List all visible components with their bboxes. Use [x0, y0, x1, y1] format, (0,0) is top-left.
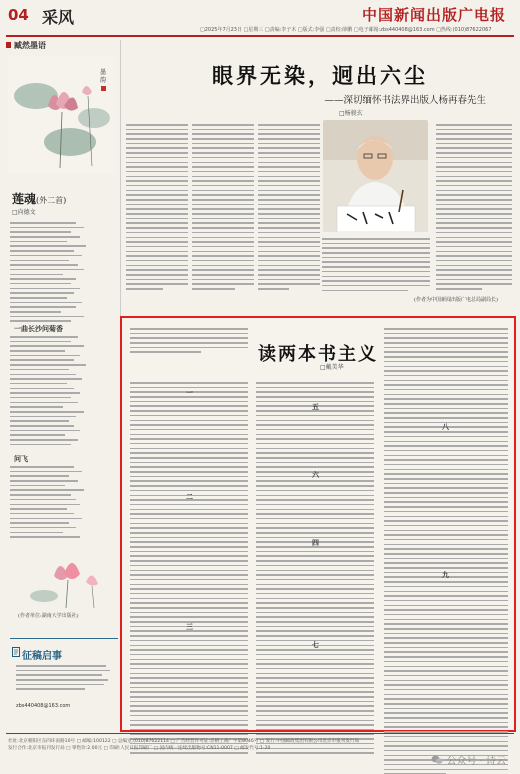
section-num-1: 一: [186, 388, 193, 397]
svg-text:韵: 韵: [100, 77, 107, 84]
footer-line-1: 社址:北京朝阳区东四环南路10号 □ 邮编:100122 □ 总编室:(010)87622114 □ 广告经营许可证:京朝工商广字第8046号 □ 发行:中国邮政集团有限公司北京市报刊发行局: [8, 739, 360, 744]
featured-column-1b: [130, 382, 248, 757]
column-label: 臧然墨语: [6, 40, 118, 51]
lotus-sketch: [24, 546, 112, 610]
featured-article-box: [120, 316, 516, 732]
top-article: [124, 40, 516, 312]
portrait-photo: [323, 120, 428, 232]
footer-line-2: 发行合作:北京市报刊发行局 □ 零售价:2.00元 □ 印刷:人民日报印刷厂 □ 国内统一连续出版物号:CN11-0007 □ 邮发代号:1-20: [8, 746, 271, 751]
masthead: 中国新闻出版广电报: [361, 6, 506, 24]
top-article-column-1: [126, 124, 188, 293]
page-number: 04: [8, 6, 29, 24]
poem-subtitle-2: 问飞: [14, 454, 28, 463]
document-icon: [12, 647, 20, 657]
section-num-9: 九: [442, 570, 449, 579]
issue-info-line: □2025年7月23日 □星期三 □责编:李子木 □版式:李强 □责校:薛鹏 □电子邮箱:zbs440408@163.com □热线:(010)87622067: [200, 27, 492, 33]
top-subheadline: ——深切缅怀书法界出版人杨再春先生: [324, 95, 486, 106]
section-num-2: 二: [186, 492, 193, 501]
featured-title: 读两本书主义: [258, 344, 378, 365]
newspaper-footer: [8, 738, 512, 752]
poem-text-3: [10, 466, 116, 541]
svg-text:墨: 墨: [100, 69, 107, 76]
section-num-7: 七: [312, 640, 319, 649]
poem-subtitle-1: 一曲长沙问菊香: [14, 324, 63, 333]
poem-author: □向德文: [12, 209, 36, 216]
lotus-painting: [8, 56, 116, 174]
section-num-5: 五: [312, 402, 319, 411]
top-article-attribution: (作者为中国新闻出版广电总局副局长): [414, 297, 498, 303]
notice-email: zbs440408@163.com: [16, 703, 71, 709]
footer-rule: [6, 733, 514, 734]
top-headline: 眼界无染，迥出六尘: [212, 63, 428, 88]
top-article-column-5: [436, 124, 512, 293]
poem-title: 莲魂(外二首): [12, 192, 67, 206]
wechat-icon: [431, 755, 443, 765]
top-article-column-2: [192, 124, 254, 293]
section-num-4: 四: [312, 538, 319, 547]
wechat-watermark: [431, 752, 506, 767]
notice-text: [16, 665, 114, 693]
top-article-column-3: [258, 124, 320, 293]
featured-author: □戴美华: [320, 364, 344, 371]
top-article-column-4: [322, 238, 430, 294]
section-name: 采风: [42, 8, 75, 27]
poem-text-2: [10, 336, 116, 449]
header-rule: [6, 35, 514, 37]
call-for-papers-box: [10, 638, 118, 734]
poem-caption: (作者单位:湖南大学出版社): [18, 613, 79, 619]
section-num-8: 八: [442, 422, 449, 431]
featured-column-2: [256, 382, 374, 757]
section-num-6: 六: [312, 470, 319, 479]
section-num-3: 三: [186, 622, 193, 631]
poem-text: [10, 222, 116, 325]
left-column: [6, 40, 118, 732]
featured-column-3: [384, 328, 508, 774]
notice-title: 征稿启事: [22, 651, 62, 662]
watermark-text: 公众号 · 诗云: [446, 756, 506, 767]
top-author: □杨骏玄: [339, 110, 363, 117]
featured-column-1: [130, 328, 248, 356]
